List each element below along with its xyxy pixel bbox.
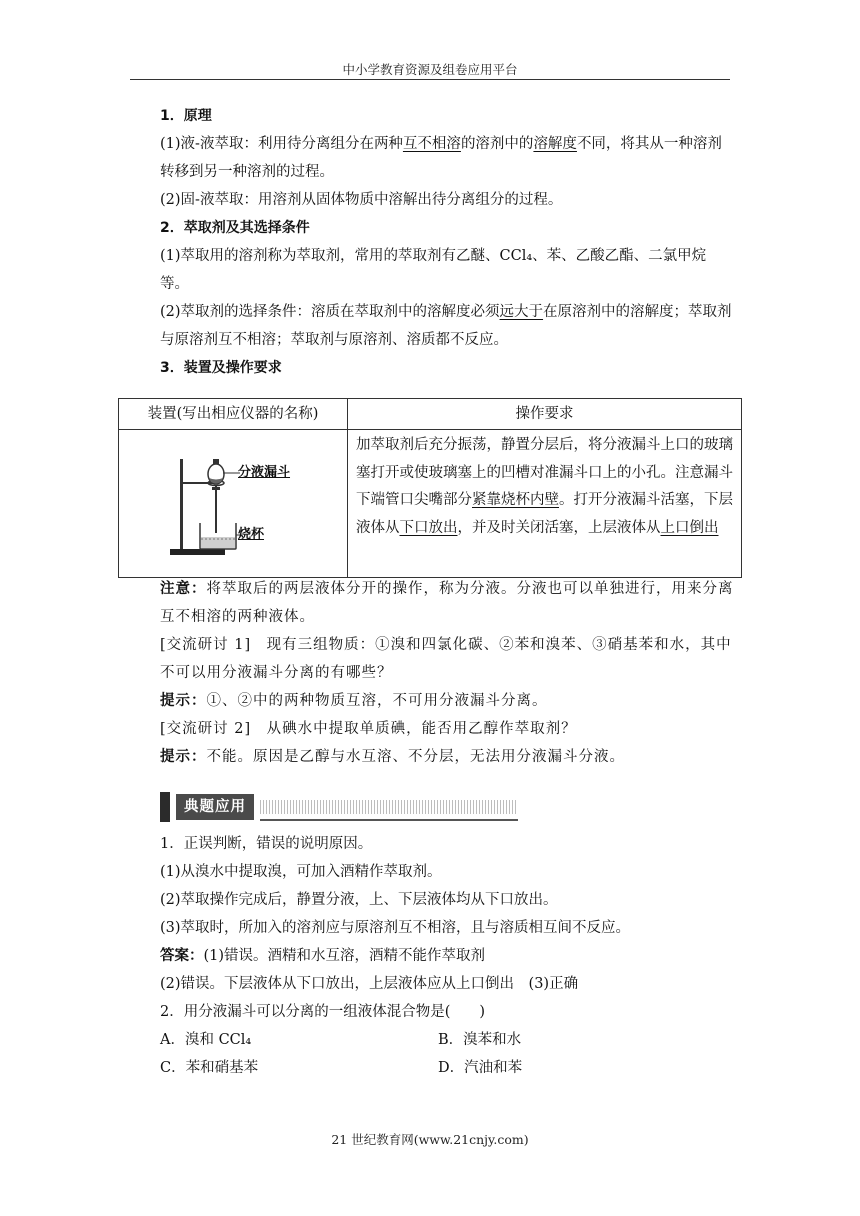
note-label: 注意：	[160, 581, 207, 597]
apparatus-diagram	[120, 431, 346, 576]
text: 的溶剂中的	[460, 136, 534, 152]
discussion-1	[160, 631, 734, 687]
text: 从碘水中提取单质碘，能否用乙醇作萃取剂？	[266, 721, 577, 737]
header-divider	[130, 79, 730, 80]
option-b: B．溴苯和水	[438, 1032, 522, 1048]
q2-options-row-1	[160, 1026, 734, 1054]
section-banner	[160, 792, 520, 822]
page-header: 中小学教育资源及组卷应用平台	[342, 62, 518, 77]
discussion-block	[160, 575, 734, 771]
section-2-para-1: (1)萃取用的溶剂称为萃取剂，常用的萃取剂有乙醚、CCl₄、苯、乙酸乙酯、二氯甲烷等。	[160, 248, 707, 292]
label-separatory-funnel: 分液漏斗	[238, 465, 291, 480]
section-2-title: 2．萃取剂及其选择条件	[160, 220, 310, 236]
answer-underline: 紧靠烧杯内壁	[472, 492, 559, 508]
text: 加萃取剂后充分振荡，静置分层后，将分液漏斗上口的玻璃塞打开或使玻璃塞上的凹槽对准漏斗口上的小孔。注意漏斗下端管口尖嘴部分	[356, 437, 733, 508]
section-1-para-1	[160, 130, 734, 186]
text: (1)液-液萃取：利用待分离组分在两种	[160, 136, 403, 152]
apparatus-cell	[119, 430, 348, 578]
banner-line	[260, 819, 518, 821]
discussion-2-hint	[160, 743, 734, 771]
banner-title: 典题应用	[176, 794, 254, 820]
text: (2)萃取剂的选择条件：溶质在萃取剂中的溶解度必须	[160, 304, 500, 320]
text: (1)错误。酒精和水互溶，酒精不能作萃取剂	[203, 948, 486, 964]
text: 在原溶剂中的溶解度；萃取剂与原溶剂互不相溶；萃取剂与原溶剂、溶质都不反应。	[160, 304, 732, 348]
hint-label: 提示：	[160, 693, 207, 709]
operation-cell	[348, 430, 742, 578]
q2-stem: 2．用分液漏斗可以分离的一组液体混合物是( )	[160, 1004, 486, 1020]
section-2-para-2	[160, 298, 734, 354]
discussion-2	[160, 715, 734, 743]
text: 将萃取后的两层液体分开的操作，称为分液。分液也可以单独进行，用来分离互不相溶的两种液体。	[160, 581, 734, 625]
answer-label: 答案：	[160, 948, 204, 964]
option-a: A．溴和 CCl₄	[160, 1032, 252, 1048]
option-d: D．汽油和苯	[438, 1060, 523, 1076]
q1-stem: 1．正误判断，错误的说明原因。	[160, 836, 373, 852]
text: 不同，将其从一种溶剂转移到另一种溶剂的过程。	[160, 136, 722, 180]
main-content	[160, 102, 734, 382]
banner-bar	[160, 792, 170, 822]
text: 不能。原因是乙醇与水互溶、不分层，无法用分液漏斗分液。	[206, 749, 625, 765]
label-beaker: 烧杯	[238, 527, 265, 542]
hint-label: 提示：	[160, 749, 207, 765]
banner-stripe	[260, 800, 516, 814]
section-3-title: 3．装置及操作要求	[160, 360, 282, 376]
table-header-operation: 操作要求	[348, 399, 742, 430]
text: 现有三组物质：①溴和四氯化碳、②苯和溴苯、③硝基苯和水，其中不可以用分液漏斗分离的有哪些？	[160, 637, 732, 681]
section-1-title: 1．原理	[160, 108, 212, 124]
discussion-1-hint	[160, 687, 734, 715]
option-c: C．苯和硝基苯	[160, 1060, 259, 1076]
q1-item-3: (3)萃取时，所加入的溶剂应与原溶剂互不相溶，且与溶质相互间不反应。	[160, 920, 631, 936]
separatory-funnel-diagram	[120, 431, 346, 576]
q1-answer	[160, 942, 734, 970]
text: ，并及时关闭活塞，上层液体从	[457, 519, 661, 536]
q1-answer-cont: (2)错误。下层液体从下口放出，上层液体应从上口倒出 (3)正确	[160, 976, 579, 992]
answer-underline: 远大于	[499, 304, 544, 320]
section-1-para-2: (2)固-液萃取：用溶剂从固体物质中溶解出待分离组分的过程。	[160, 192, 563, 208]
exercise-block	[160, 830, 734, 1082]
answer-underline: 溶解度	[533, 136, 577, 152]
note-para	[160, 575, 734, 631]
discussion-tag: [交流研讨 2]	[160, 721, 252, 737]
q2-options-row-2	[160, 1054, 734, 1082]
text: 。打开分液漏斗活塞，下层液体从	[356, 492, 733, 536]
q1-item-2: (2)萃取操作完成后，静置分液，上、下层液体均从下口放出。	[160, 892, 558, 908]
q1-item-1: (1)从溴水中提取溴，可加入酒精作萃取剂。	[160, 864, 442, 880]
discussion-tag: [交流研讨 1]	[160, 637, 252, 653]
text: ①、②中的两种物质互溶，不可用分液漏斗分离。	[206, 693, 548, 709]
answer-underline: 互不相溶	[402, 136, 461, 152]
answer-underline: 下口放出	[399, 519, 458, 536]
table-header-apparatus: 装置(写出相应仪器的名称)	[119, 399, 348, 430]
page-footer: 21 世纪教育网(www.21cnjy.com)	[331, 1132, 529, 1147]
answer-underline: 上口倒出	[660, 519, 719, 536]
apparatus-table	[118, 398, 742, 578]
